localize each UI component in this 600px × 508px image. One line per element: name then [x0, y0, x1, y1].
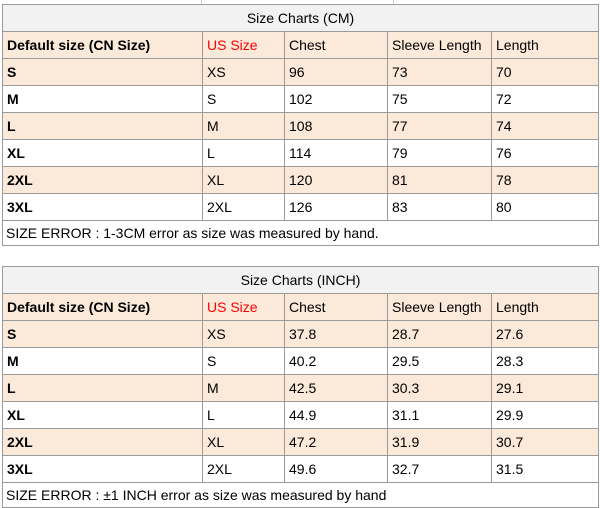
cell-length: 70 [492, 59, 599, 86]
cell-sleeve-length: 30.3 [388, 375, 492, 402]
cell-sleeve-length: 31.1 [388, 402, 492, 429]
size-error-note: SIZE ERROR : 1-3CM error as size was measured by hand. [3, 221, 599, 246]
cell-chest: 37.8 [285, 321, 388, 348]
table-row [3, 113, 599, 140]
cell-sleeve-length: 77 [388, 113, 492, 140]
header-sleeve-length: Sleeve Length [388, 294, 492, 321]
header-default-size: Default size (CN Size) [3, 32, 203, 59]
header-chest: Chest [285, 294, 388, 321]
cell-sleeve-length: 83 [388, 194, 492, 221]
cell-length: 30.7 [492, 429, 599, 456]
size-chart-inch [2, 266, 598, 508]
cell-chest: 40.2 [285, 348, 388, 375]
cell-us-size: XS [203, 321, 285, 348]
cell-sleeve-length: 31.9 [388, 429, 492, 456]
cell-us-size: S [203, 348, 285, 375]
header-sleeve-length: Sleeve Length [388, 32, 492, 59]
cell-length: 80 [492, 194, 599, 221]
cell-length: 78 [492, 167, 599, 194]
table-row [3, 456, 599, 483]
cell-cn-size: 2XL [3, 167, 203, 194]
cell-chest: 126 [285, 194, 388, 221]
cell-us-size: M [203, 113, 285, 140]
size-table-cm [2, 4, 599, 246]
cell-us-size: M [203, 375, 285, 402]
table-row [3, 167, 599, 194]
cell-sleeve-length: 79 [388, 140, 492, 167]
table-note-row [3, 221, 599, 246]
header-default-size: Default size (CN Size) [3, 294, 203, 321]
table-row [3, 86, 599, 113]
table-row [3, 140, 599, 167]
table-row [3, 348, 599, 375]
cell-cn-size: XL [3, 140, 203, 167]
cell-us-size: XS [203, 59, 285, 86]
cell-us-size: 2XL [203, 456, 285, 483]
cell-sleeve-length: 29.5 [388, 348, 492, 375]
cell-cn-size: 3XL [3, 456, 203, 483]
table-header-row [3, 294, 599, 321]
header-length: Length [492, 294, 599, 321]
cell-us-size: XL [203, 429, 285, 456]
cell-cn-size: L [3, 113, 203, 140]
table-title-row [3, 5, 599, 32]
size-error-note: SIZE ERROR : ±1 INCH error as size was measured by hand [3, 483, 599, 508]
cell-sleeve-length: 28.7 [388, 321, 492, 348]
cell-cn-size: L [3, 375, 203, 402]
table-header-row [3, 32, 599, 59]
cell-chest: 47.2 [285, 429, 388, 456]
cell-length: 29.1 [492, 375, 599, 402]
header-us-size: US Size [203, 32, 285, 59]
cell-us-size: S [203, 86, 285, 113]
table-row [3, 194, 599, 221]
cell-chest: 49.6 [285, 456, 388, 483]
cell-chest: 108 [285, 113, 388, 140]
cell-length: 27.6 [492, 321, 599, 348]
cell-cn-size: XL [3, 402, 203, 429]
cell-length: 76 [492, 140, 599, 167]
cell-chest: 42.5 [285, 375, 388, 402]
size-chart-cm [2, 4, 598, 246]
table-row [3, 59, 599, 86]
cell-chest: 44.9 [285, 402, 388, 429]
cell-sleeve-length: 73 [388, 59, 492, 86]
cell-us-size: 2XL [203, 194, 285, 221]
cell-cn-size: 2XL [3, 429, 203, 456]
cell-chest: 102 [285, 86, 388, 113]
table-title: Size Charts (INCH) [3, 267, 599, 294]
cell-sleeve-length: 32.7 [388, 456, 492, 483]
cell-cn-size: S [3, 321, 203, 348]
cell-us-size: L [203, 140, 285, 167]
cell-chest: 96 [285, 59, 388, 86]
table-row [3, 321, 599, 348]
table-title-row [3, 267, 599, 294]
cell-cn-size: M [3, 348, 203, 375]
cell-length: 29.9 [492, 402, 599, 429]
cell-cn-size: M [3, 86, 203, 113]
table-row [3, 429, 599, 456]
table-note-row [3, 483, 599, 508]
size-table-inch [2, 266, 599, 508]
cell-length: 72 [492, 86, 599, 113]
cell-us-size: L [203, 402, 285, 429]
cell-us-size: XL [203, 167, 285, 194]
cell-length: 31.5 [492, 456, 599, 483]
cell-length: 74 [492, 113, 599, 140]
header-us-size: US Size [203, 294, 285, 321]
table-row [3, 375, 599, 402]
header-length: Length [492, 32, 599, 59]
header-chest: Chest [285, 32, 388, 59]
cell-cn-size: S [3, 59, 203, 86]
table-title: Size Charts (CM) [3, 5, 599, 32]
cell-sleeve-length: 81 [388, 167, 492, 194]
cell-cn-size: 3XL [3, 194, 203, 221]
table-row [3, 402, 599, 429]
cell-length: 28.3 [492, 348, 599, 375]
cell-chest: 120 [285, 167, 388, 194]
cell-chest: 114 [285, 140, 388, 167]
cell-sleeve-length: 75 [388, 86, 492, 113]
